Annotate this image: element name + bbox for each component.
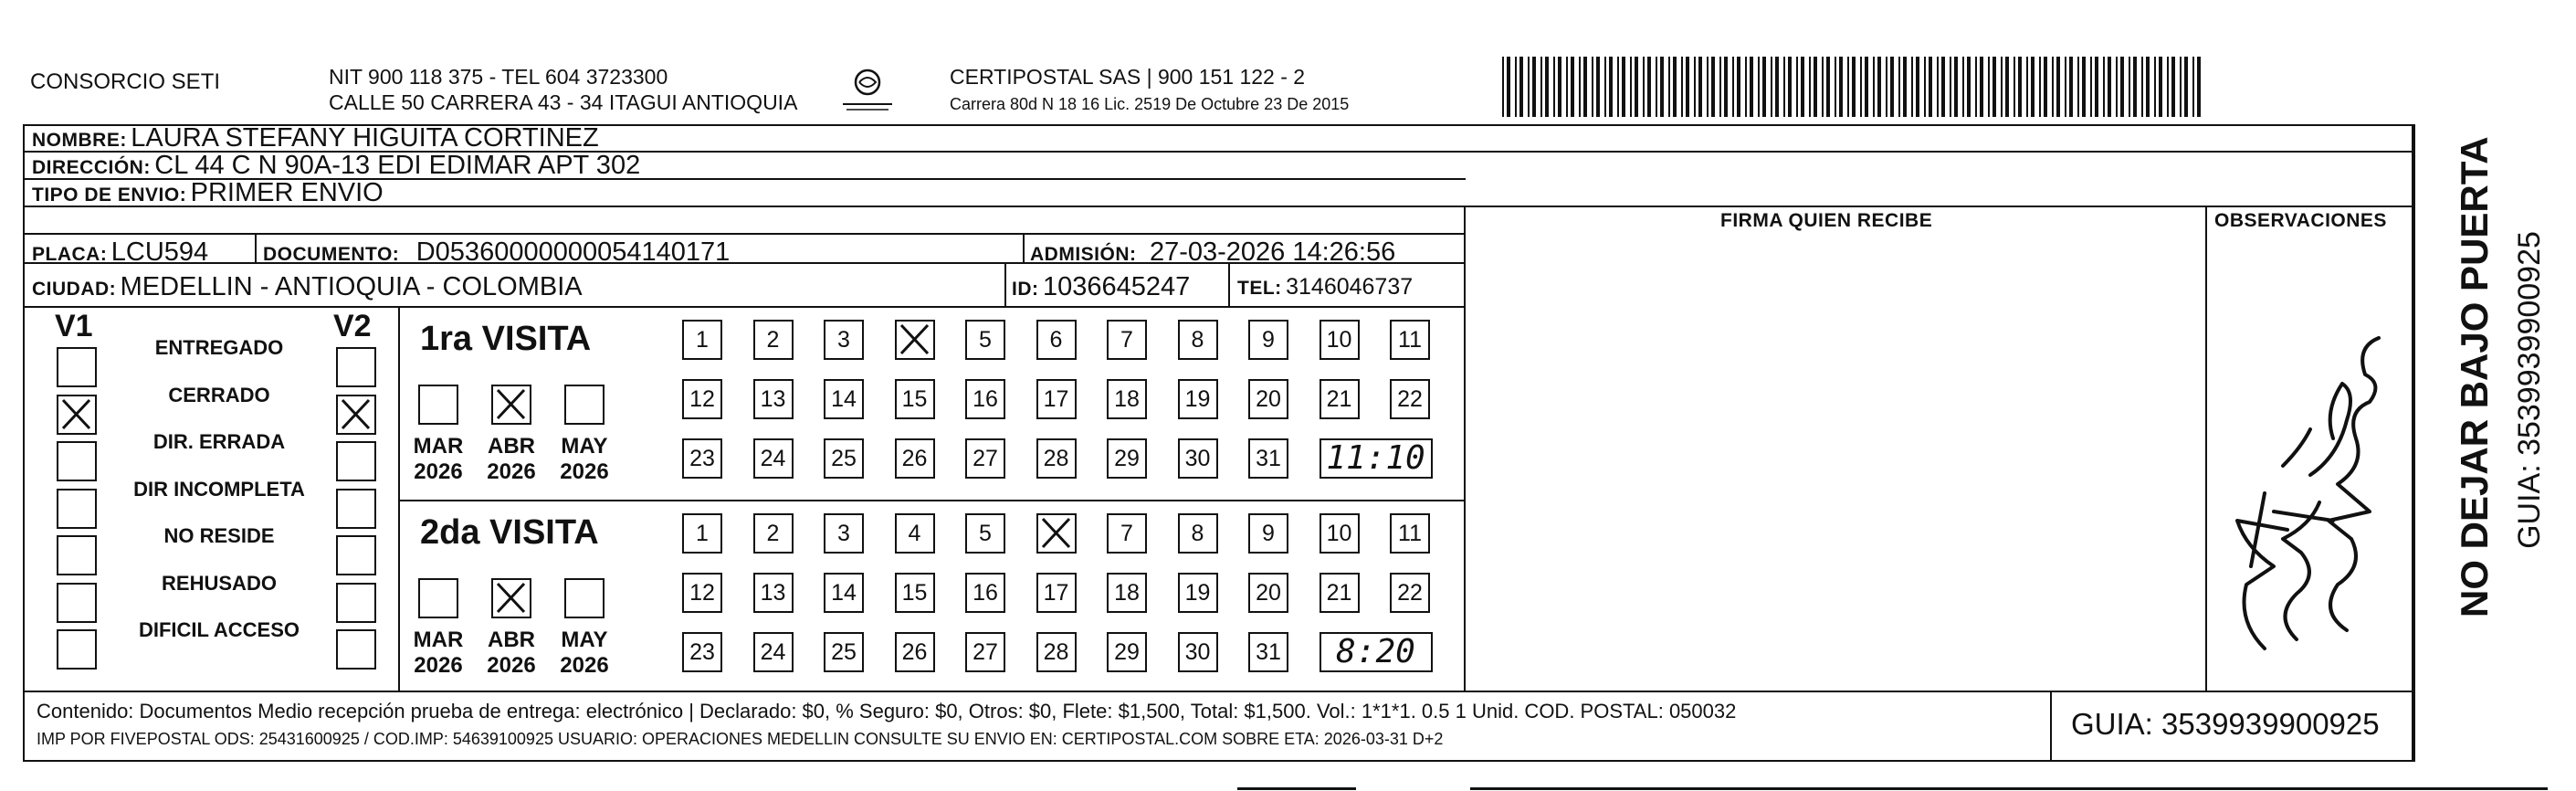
- barcode-bar: [2171, 57, 2175, 117]
- month-checkbox[interactable]: [564, 385, 605, 425]
- check-x-mark: [493, 386, 530, 423]
- barcode-bar: [2039, 57, 2041, 117]
- barcode-bar: [1579, 57, 1581, 117]
- barcode-bar: [1967, 57, 1971, 117]
- barcode-bar: [1502, 57, 1504, 117]
- day-box[interactable]: 2: [753, 513, 794, 554]
- barcode-bar: [1814, 57, 1817, 117]
- barcode-bar: [1775, 57, 1779, 117]
- day-box[interactable]: 3: [824, 513, 864, 554]
- barcode-bar: [1873, 57, 1875, 117]
- barcode-bar: [1630, 57, 1632, 117]
- barcode-bar: [1681, 57, 1683, 117]
- barcode-bar: [1929, 57, 1932, 117]
- v1-checkbox[interactable]: [57, 583, 97, 623]
- month-name: MAR: [413, 434, 464, 459]
- v2-checkbox[interactable]: [336, 535, 376, 575]
- v1-checkbox[interactable]: [57, 629, 97, 670]
- barcode-bar: [1839, 57, 1843, 117]
- day-box[interactable]: 29: [1107, 438, 1147, 479]
- documento-value: D05360000000054140171: [415, 237, 731, 267]
- v1-label: V1: [55, 309, 93, 343]
- documento-label: DOCUMENTO:: [263, 244, 400, 265]
- month-checkbox[interactable]: [491, 385, 531, 425]
- month-name: ABR: [488, 628, 535, 652]
- visit-title: 2da VISITA: [420, 513, 599, 552]
- month-year: 2026: [414, 652, 463, 678]
- month-name: MAY: [561, 628, 608, 652]
- barcode-bar: [1950, 57, 1951, 117]
- day-box[interactable]: 8: [1178, 513, 1218, 554]
- barcode-bar: [1656, 57, 1657, 117]
- barcode-bar: [2133, 57, 2137, 117]
- side-guia: GUIA: 3539939900925: [2512, 231, 2547, 549]
- placa-label: PLACA:: [32, 244, 108, 265]
- admision-value: 27-03-2026 14:26:56: [1149, 237, 1396, 267]
- check-x-mark: [493, 580, 530, 617]
- barcode-bar: [1604, 57, 1606, 117]
- day-box[interactable]: 25: [824, 438, 864, 479]
- barcode-bar: [1592, 57, 1593, 117]
- day-box[interactable]: 12: [682, 379, 722, 419]
- day-box[interactable]: 6: [1036, 320, 1077, 360]
- status-option-label: REHUSADO: [162, 571, 277, 595]
- barcode: [1502, 57, 2205, 117]
- print-info: IMP POR FIVEPOSTAL ODS: 25431600925 / COD.IMP: 54639100925 USUARIO: OPERACIONES MEDELLIN CONSULTE SU ENVIO EN: CERTIPOSTAL.COM SOBRE ETA: 2026-03-31 D+2: [37, 730, 1444, 748]
- barcode-bar: [1852, 57, 1856, 117]
- barcode-bar: [2129, 57, 2130, 117]
- day-box[interactable]: 1: [682, 513, 722, 554]
- day-box[interactable]: 1: [682, 320, 722, 360]
- month-name: ABR: [488, 434, 535, 459]
- day-box[interactable]: 13: [753, 379, 794, 419]
- direccion-row: [32, 153, 640, 179]
- barcode-bar: [2065, 57, 2066, 117]
- status-option-label: DIFICIL ACCESO: [138, 618, 300, 641]
- day-box[interactable]: 28: [1036, 632, 1077, 672]
- day-box[interactable]: 2: [753, 320, 794, 360]
- barcode-bar: [1758, 57, 1760, 117]
- status-option-label: NO RESIDE: [163, 524, 275, 547]
- barcode-bar: [1643, 57, 1645, 117]
- barcode-bar: [2103, 57, 2105, 117]
- barcode-bar: [1553, 57, 1555, 117]
- content-summary: Contenido: Documentos Medio recepción prueba de entrega: electrónico | Declarado: $0, % Seguro: $0, Otros: $0, Flete: $1,500, Total: $1,500. Vol.: 1*1*1. 0.5 1 Unid. COD. POSTAL: 050032: [37, 700, 1737, 722]
- month-year: 2026: [414, 459, 463, 484]
- day-box[interactable]: 7: [1107, 513, 1147, 554]
- day-box[interactable]: 14: [824, 573, 864, 613]
- day-box[interactable]: 24: [753, 632, 794, 672]
- barcode-bar: [1617, 57, 1619, 117]
- day-box[interactable]: 14: [824, 379, 864, 419]
- day-box[interactable]: 9: [1248, 513, 1288, 554]
- id-label: ID:: [1012, 279, 1039, 300]
- direccion-label: DIRECCIÓN:: [32, 157, 151, 178]
- day-box[interactable]: 26: [895, 438, 935, 479]
- barcode-bar: [1865, 57, 1868, 117]
- barcode-bar: [1647, 57, 1651, 117]
- status-option-label: DIR INCOMPLETA: [133, 477, 305, 501]
- barcode-bar: [1571, 57, 1574, 117]
- barcode-bar: [1877, 57, 1881, 117]
- tel-value: 3146046737: [1286, 274, 1414, 300]
- day-box[interactable]: 26: [895, 632, 935, 672]
- barcode-bar: [1847, 57, 1849, 117]
- barcode-bar: [1954, 57, 1958, 117]
- v2-checkbox[interactable]: [336, 583, 376, 623]
- tipo-row: [32, 180, 384, 206]
- day-box[interactable]: 23: [682, 632, 722, 672]
- nombre-value: LAURA STEFANY HIGUITA CORTINEZ: [131, 123, 599, 153]
- courier-line: CERTIPOSTAL SAS | 900 151 122 - 2: [950, 65, 1306, 89]
- barcode-bar: [1583, 57, 1587, 117]
- day-box[interactable]: 17: [1036, 379, 1077, 419]
- day-box[interactable]: 8: [1178, 320, 1218, 360]
- check-x-mark: [897, 322, 933, 358]
- side-notice: [2420, 136, 2547, 667]
- barcode-bar: [2044, 57, 2047, 117]
- placa-value: LCU594: [110, 237, 209, 267]
- barcode-bar: [2001, 57, 2003, 117]
- barcode-bar: [1988, 57, 1990, 117]
- day-box[interactable]: 11: [1390, 513, 1430, 554]
- barcode-bar: [2095, 57, 2098, 117]
- tel-label: TEL:: [1237, 278, 1282, 299]
- day-box[interactable]: 24: [753, 438, 794, 479]
- barcode-bar: [1686, 57, 1689, 117]
- certipostal-logo-icon: [836, 64, 899, 115]
- day-box[interactable]: [895, 320, 935, 360]
- day-box[interactable]: 9: [1248, 320, 1288, 360]
- barcode-bar: [2146, 57, 2150, 117]
- day-box[interactable]: 12: [682, 573, 722, 613]
- month-name: MAY: [561, 434, 608, 459]
- no-dejar-notice: NO DEJAR BAJO PUERTA: [2453, 136, 2496, 617]
- id-row: [1012, 274, 1190, 301]
- barcode-bar: [2026, 57, 2028, 117]
- barcode-bar: [1826, 57, 1830, 117]
- scan-edge: [1237, 787, 1356, 790]
- visit-time-box[interactable]: 11:10: [1320, 438, 1433, 479]
- barcode-bar: [2069, 57, 2073, 117]
- barcode-bar: [1788, 57, 1792, 117]
- barcode-bar: [2056, 57, 2060, 117]
- day-box[interactable]: 18: [1107, 573, 1147, 613]
- status-option-label: CERRADO: [168, 383, 270, 406]
- v1-checkbox[interactable]: [57, 395, 97, 435]
- direccion-value: CL 44 C N 90A-13 EDI EDIMAR APT 302: [154, 151, 641, 180]
- barcode-bar: [2180, 57, 2182, 117]
- day-box[interactable]: 3: [824, 320, 864, 360]
- day-box[interactable]: 18: [1107, 379, 1147, 419]
- day-box[interactable]: 30: [1178, 632, 1218, 672]
- barcode-bar: [1898, 57, 1900, 117]
- day-box[interactable]: 31: [1248, 632, 1288, 672]
- barcode-bar: [1732, 57, 1734, 117]
- day-box[interactable]: 21: [1320, 573, 1360, 613]
- day-box[interactable]: 29: [1107, 632, 1147, 672]
- barcode-bar: [2184, 57, 2188, 117]
- day-box[interactable]: 15: [895, 573, 935, 613]
- barcode-bar: [2031, 57, 2035, 117]
- documento-row: [263, 239, 730, 266]
- barcode-bar: [2154, 57, 2156, 117]
- barcode-bar: [1737, 57, 1740, 117]
- day-box[interactable]: 16: [965, 379, 1005, 419]
- day-box[interactable]: 11: [1390, 320, 1430, 360]
- barcode-bar: [1941, 57, 1945, 117]
- month-year: 2026: [487, 459, 536, 484]
- day-box[interactable]: [1036, 513, 1077, 554]
- barcode-bar: [2090, 57, 2092, 117]
- admision-label: ADMISIÓN:: [1030, 244, 1137, 265]
- barcode-bar: [1809, 57, 1811, 117]
- barcode-bar: [2108, 57, 2111, 117]
- visit-time-box[interactable]: 8:20: [1320, 632, 1433, 672]
- month-checkbox[interactable]: [491, 578, 531, 618]
- day-box[interactable]: 17: [1036, 573, 1077, 613]
- tel-row: [1237, 276, 1413, 299]
- nombre-row: [32, 125, 599, 152]
- courier-license: Carrera 80d N 18 16 Lic. 2519 De Octubre 23 De 2015: [950, 95, 1350, 113]
- day-box[interactable]: 4: [895, 513, 935, 554]
- barcode-bar: [1668, 57, 1670, 117]
- barcode-bar: [1596, 57, 1600, 117]
- barcode-bar: [1660, 57, 1664, 117]
- month-checkbox[interactable]: [418, 385, 458, 425]
- tipo-value: PRIMER ENVIO: [190, 178, 384, 207]
- barcode-bar: [1745, 57, 1747, 117]
- ciudad-label: CIUDAD:: [32, 279, 117, 300]
- barcode-bar: [1771, 57, 1772, 117]
- day-box[interactable]: 15: [895, 379, 935, 419]
- month-label: [556, 628, 613, 678]
- barcode-bar: [1507, 57, 1510, 117]
- barcode-bar: [1980, 57, 1983, 117]
- month-label: [556, 434, 613, 484]
- barcode-bar: [1975, 57, 1977, 117]
- company-name: CONSORCIO SETI: [30, 69, 221, 94]
- nit-line: NIT 900 118 375 - TEL 604 3723300: [329, 65, 668, 89]
- barcode-bar: [1962, 57, 1964, 117]
- barcode-bar: [1886, 57, 1887, 117]
- month-checkbox[interactable]: [564, 578, 605, 618]
- tipo-label: TIPO DE ENVIO:: [32, 185, 187, 206]
- day-box[interactable]: 23: [682, 438, 722, 479]
- day-box[interactable]: 16: [965, 573, 1005, 613]
- barcode-bar: [1635, 57, 1638, 117]
- admision-row: [1030, 239, 1395, 266]
- month-checkbox[interactable]: [418, 578, 458, 618]
- month-year: 2026: [487, 652, 536, 678]
- address-line: CALLE 50 CARRERA 43 - 34 ITAGUI ANTIOQUIA: [329, 90, 798, 114]
- barcode-bar: [2192, 57, 2194, 117]
- barcode-bar: [2013, 57, 2015, 117]
- barcode-bar: [2077, 57, 2079, 117]
- day-box[interactable]: 10: [1320, 513, 1360, 554]
- month-year: 2026: [560, 652, 609, 678]
- v1-checkbox[interactable]: [57, 535, 97, 575]
- barcode-bar: [1916, 57, 1919, 117]
- day-box[interactable]: 28: [1036, 438, 1077, 479]
- barcode-bar: [2197, 57, 2201, 117]
- barcode-bar: [1719, 57, 1721, 117]
- day-box[interactable]: 25: [824, 632, 864, 672]
- v2-checkbox[interactable]: [336, 441, 376, 481]
- firma-header: FIRMA QUIEN RECIBE: [1720, 210, 1933, 231]
- day-box[interactable]: 19: [1178, 573, 1218, 613]
- day-box[interactable]: 22: [1390, 573, 1430, 613]
- day-box[interactable]: 7: [1107, 320, 1147, 360]
- barcode-bar: [1835, 57, 1836, 117]
- v1-checkbox[interactable]: [57, 347, 97, 387]
- barcode-bar: [2141, 57, 2143, 117]
- day-box[interactable]: 10: [1320, 320, 1360, 360]
- barcode-bar: [1698, 57, 1702, 117]
- barcode-bar: [1992, 57, 1996, 117]
- month-year: 2026: [560, 459, 609, 484]
- day-box[interactable]: 27: [965, 632, 1005, 672]
- observaciones-header: OBSERVACIONES: [2214, 210, 2387, 231]
- barcode-bar: [1528, 57, 1530, 117]
- status-option-label: ENTREGADO: [154, 336, 284, 359]
- status-option-label: DIR. ERRADA: [152, 430, 286, 453]
- v1-checkbox[interactable]: [57, 441, 97, 481]
- barcode-bar: [2167, 57, 2169, 117]
- day-box[interactable]: 20: [1248, 573, 1288, 613]
- barcode-bar: [1515, 57, 1517, 117]
- barcode-bar: [2116, 57, 2118, 117]
- barcode-bar: [1540, 57, 1542, 117]
- month-label: [483, 434, 540, 484]
- check-x-mark: [58, 396, 95, 433]
- barcode-bar: [1566, 57, 1568, 117]
- barcode-bar: [1711, 57, 1715, 117]
- month-name: MAR: [413, 628, 464, 652]
- day-box[interactable]: 13: [753, 573, 794, 613]
- barcode-bar: [1694, 57, 1696, 117]
- barcode-bar: [1707, 57, 1709, 117]
- v2-label: V2: [333, 309, 372, 343]
- barcode-bar: [1796, 57, 1798, 117]
- guia-footer: GUIA: 3539939900925: [2071, 707, 2380, 741]
- day-box[interactable]: 5: [965, 320, 1005, 360]
- signature: [2210, 292, 2392, 676]
- day-box[interactable]: 19: [1178, 379, 1218, 419]
- day-box[interactable]: 21: [1320, 379, 1360, 419]
- barcode-bar: [1762, 57, 1766, 117]
- nombre-label: NOMBRE:: [32, 130, 127, 151]
- check-x-mark: [1038, 515, 1075, 552]
- barcode-bar: [1750, 57, 1753, 117]
- barcode-bar: [1724, 57, 1728, 117]
- barcode-bar: [1673, 57, 1677, 117]
- barcode-bar: [1519, 57, 1523, 117]
- day-box[interactable]: 5: [965, 513, 1005, 554]
- barcode-bar: [2005, 57, 2009, 117]
- barcode-bar: [1937, 57, 1939, 117]
- barcode-bar: [1903, 57, 1907, 117]
- v2-checkbox[interactable]: [336, 629, 376, 670]
- month-label: [483, 628, 540, 678]
- barcode-bar: [2052, 57, 2054, 117]
- month-label: [410, 628, 467, 678]
- placa-row: [32, 239, 208, 266]
- barcode-bar: [1545, 57, 1549, 117]
- ciudad-row: [32, 274, 583, 301]
- day-box[interactable]: 27: [965, 438, 1005, 479]
- day-box[interactable]: 30: [1178, 438, 1218, 479]
- barcode-bar: [1558, 57, 1561, 117]
- day-box[interactable]: 22: [1390, 379, 1430, 419]
- barcode-bar: [1860, 57, 1862, 117]
- visit-title: 1ra VISITA: [420, 320, 592, 358]
- barcode-bar: [1911, 57, 1913, 117]
- barcode-bar: [1622, 57, 1625, 117]
- v2-checkbox[interactable]: [336, 489, 376, 529]
- id-value: 1036645247: [1042, 272, 1191, 301]
- day-box[interactable]: 20: [1248, 379, 1288, 419]
- form-frame: [23, 124, 2415, 762]
- barcode-bar: [2159, 57, 2162, 117]
- month-label: [410, 434, 467, 484]
- barcode-bar: [1609, 57, 1613, 117]
- v2-checkbox[interactable]: [336, 395, 376, 435]
- barcode-bar: [2018, 57, 2022, 117]
- barcode-bar: [1783, 57, 1785, 117]
- scan-edge: [1470, 787, 2548, 790]
- barcode-bar: [2120, 57, 2124, 117]
- v1-checkbox[interactable]: [57, 489, 97, 529]
- barcode-bar: [1801, 57, 1804, 117]
- barcode-bar: [1890, 57, 1894, 117]
- barcode-bar: [1822, 57, 1824, 117]
- barcode-bar: [2082, 57, 2086, 117]
- barcode-bar: [1532, 57, 1536, 117]
- day-box[interactable]: 31: [1248, 438, 1288, 479]
- check-x-mark: [338, 396, 374, 433]
- barcode-bar: [1924, 57, 1926, 117]
- v2-checkbox[interactable]: [336, 347, 376, 387]
- ciudad-value: MEDELLIN - ANTIOQUIA - COLOMBIA: [120, 272, 583, 301]
